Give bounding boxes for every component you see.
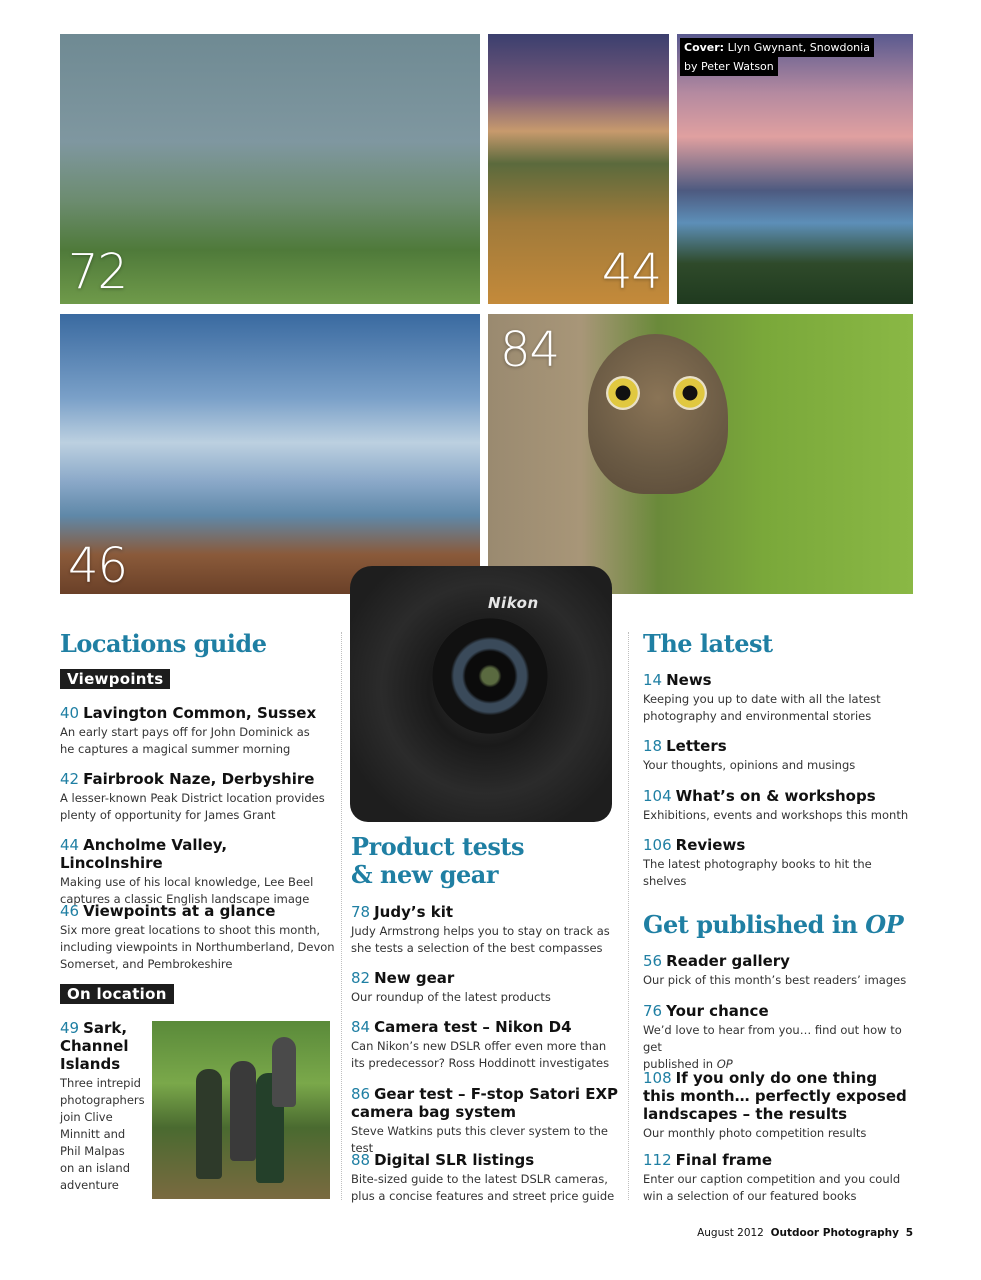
page-number-44: 44: [601, 244, 661, 300]
toc-entry-40[interactable]: 40 Lavington Common, Sussex An early start pays off for John Dominick as he captures a magical summer morning: [60, 704, 317, 756]
cover-caption: Cover: Llyn Gwynant, Snowdonia by Peter Watson: [680, 38, 874, 76]
toc-entry-49[interactable]: 49 Sark, Channel Islands Three intrepid photographers join Clive Minnitt and Phil Malpas on an island adventure: [60, 1019, 145, 1192]
owl-head-shape: [588, 334, 728, 494]
toc-entry-78[interactable]: 78 Judy’s kit Judy Armstrong helps you to stay on track as she tests a selection of the best compasses: [351, 903, 610, 955]
locations-guide-title: Locations guide: [60, 629, 267, 658]
owl-eye-left: [606, 376, 640, 410]
nikon-d4-camera-photo: [350, 566, 612, 822]
viewpoints-tag: Viewpoints: [60, 669, 170, 689]
toc-entry-104[interactable]: 104 What’s on & workshops Exhibitions, events and workshops this month: [643, 787, 909, 822]
on-location-tag: On location: [60, 984, 174, 1004]
column-divider-left: [341, 632, 342, 1200]
page-number-84: 84: [500, 322, 560, 378]
ancholme-valley-photo: [488, 34, 669, 304]
page-footer: August 2012 Outdoor Photography 5: [697, 1227, 913, 1239]
toc-entry-86[interactable]: 86 Gear test – F-stop Satori EXP camera bag system Steve Watkins puts this clever system to the test: [351, 1085, 619, 1155]
camera-brand-label: Nikon: [488, 594, 539, 612]
owl-photo: [488, 314, 913, 594]
wagtail-photo: [60, 34, 480, 304]
toc-entry-44[interactable]: 44 Ancholme Valley, Lincolnshire Making use of his local knowledge, Lee Beel captures a classic English landscape image: [60, 836, 314, 906]
column-divider-right: [628, 632, 629, 1200]
person-4: [272, 1037, 296, 1107]
owl-eye-right: [673, 376, 707, 410]
toc-entry-14[interactable]: 14 News Keeping you up to date with all the latest photography and environmental stories: [643, 671, 881, 723]
toc-entry-84[interactable]: 84 Camera test – Nikon D4 Can Nikon’s new DSLR offer even more than its predecessor? Ross Hoddinott investigates: [351, 1018, 610, 1070]
toc-entry-112[interactable]: 112 Final frame Enter our caption competition and you could win a selection of our featured books: [643, 1151, 901, 1203]
toc-entry-106[interactable]: 106 Reviews The latest photography books to hit the shelves: [643, 836, 872, 888]
toc-entry-76[interactable]: 76 Your chance We’d love to hear from you… find out how to get published in OP: [643, 1002, 902, 1071]
toc-entry-88[interactable]: 88 Digital SLR listings Bite-sized guide to the latest DSLR cameras, plus a concise features and street price guide: [351, 1151, 615, 1203]
page-number-46: 46: [68, 538, 128, 594]
the-latest-title: The latest: [643, 629, 773, 658]
toc-entry-42[interactable]: 42 Fairbrook Naze, Derbyshire A lesser-known Peak District location provides plenty of opportunity for James Grant: [60, 770, 325, 822]
toc-entry-82[interactable]: 82 New gear Our roundup of the latest products: [351, 969, 551, 1004]
toc-entry-46[interactable]: 46 Viewpoints at a glance Six more great locations to shoot this month, including viewpoints in Northumberland, Devon Somerset, and Pembrokeshire: [60, 902, 335, 971]
camera-lens: [432, 618, 548, 734]
coastal-sunset-photo: [60, 314, 480, 594]
product-tests-title: Product tests & new gear: [351, 832, 524, 889]
toc-entry-108[interactable]: 108 If you only do one thing this month… perfectly exposed landscapes – the results Our monthly photo competition results: [643, 1069, 907, 1140]
person-1: [196, 1069, 222, 1179]
toc-entry-56[interactable]: 56 Reader gallery Our pick of this month’s best readers’ images: [643, 952, 907, 987]
toc-entry-18[interactable]: 18 Letters Your thoughts, opinions and musings: [643, 737, 856, 772]
sark-group-photo: [152, 1021, 330, 1199]
get-published-title: Get published in OP: [643, 910, 904, 939]
page-number-72: 72: [68, 244, 128, 300]
person-2: [230, 1061, 256, 1161]
